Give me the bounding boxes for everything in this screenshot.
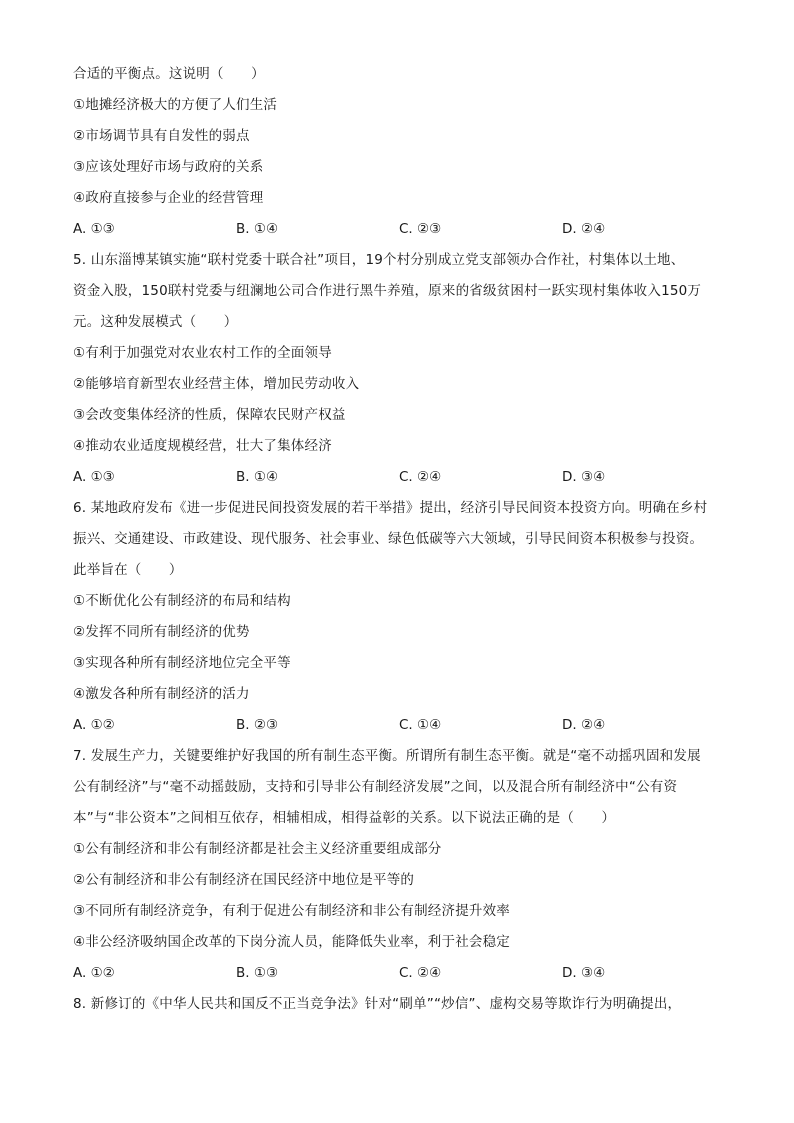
q6-option-d: D. ②④ <box>562 717 606 733</box>
q5-option-c: C. ②④ <box>399 469 442 485</box>
q4-options <box>73 219 734 250</box>
q4-item-4: ④政府直接参与企业的经营管理 <box>73 190 264 206</box>
q4-stem-tail: 合适的平衡点。这说明（ ） <box>73 66 265 82</box>
q6-stem-line-3: 此举旨在（ ） <box>73 562 183 578</box>
q7-option-d: D. ③④ <box>562 965 606 981</box>
q6-stem-line-2: 振兴、交通建设、市政建设、现代服务、社会事业、绿色低碳等六大领域，引导民间资本积极参与投资。 <box>73 531 704 547</box>
q7-options <box>73 963 734 994</box>
q5-option-b: B. ①④ <box>236 469 279 485</box>
q5-option-d: D. ③④ <box>562 469 606 485</box>
q4-option-b: B. ①④ <box>236 221 279 237</box>
q5-item-1: ①有利于加强党对农业农村工作的全面领导 <box>73 345 332 361</box>
q4-option-a: A. ①③ <box>73 221 115 237</box>
q5-item-3: ③会改变集体经济的性质，保障农民财产权益 <box>73 407 346 423</box>
q4-option-d: D. ②④ <box>562 221 606 237</box>
q5-stem-line-1: 5. 山东淄博某镇实施“联村党委十联合社”项目，19个村分别成立党支部领办合作社，村集体以土地、 <box>73 252 685 268</box>
q4-option-c: C. ②③ <box>399 221 442 237</box>
q7-item-2: ②公有制经济和非公有制经济在国民经济中地位是平等的 <box>73 872 415 888</box>
q5-options <box>73 467 734 498</box>
q7-stem-line-1: 7. 发展生产力，关键要维护好我国的所有制生态平衡。所谓所有制生态平衡。就是“毫不动摇巩固和发展 <box>73 748 701 764</box>
q7-item-1: ①公有制经济和非公有制经济都是社会主义经济重要组成部分 <box>73 841 442 857</box>
q4-item-2: ②市场调节具有自发性的弱点 <box>73 128 250 144</box>
q4-item-1: ①地摊经济极大的方便了人们生活 <box>73 97 278 113</box>
q6-item-4: ④激发各种所有制经济的活力 <box>73 686 250 702</box>
q5-item-4: ④推动农业适度规模经营，壮大了集体经济 <box>73 438 332 454</box>
q4-item-3: ③应该处理好市场与政府的关系 <box>73 159 264 175</box>
q5-stem-line-3: 元。这种发展模式（ ） <box>73 314 238 330</box>
q7-stem-line-2: 公有制经济”与“毫不动摇鼓励，支持和引导非公有制经济发展”之间，以及混合所有制经济中“公有资 <box>73 779 678 795</box>
q6-item-3: ③实现各种所有制经济地位完全平等 <box>73 655 291 671</box>
q6-options <box>73 715 734 746</box>
q6-option-b: B. ②③ <box>236 717 279 733</box>
q7-option-a: A. ①② <box>73 965 115 981</box>
q6-stem-line-1: 6. 某地政府发布《进一步促进民间投资发展的若干举措》提出，经济引导民间资本投资方向。明确在乡村 <box>73 500 708 516</box>
q6-item-1: ①不断优化公有制经济的布局和结构 <box>73 593 291 609</box>
q7-option-b: B. ①③ <box>236 965 279 981</box>
q7-item-3: ③不同所有制经济竞争，有利于促进公有制经济和非公有制经济提升效率 <box>73 903 511 919</box>
q5-stem-line-2: 资金入股，150联村党委与纽澜地公司合作进行黑牛养殖，原来的省级贫困村一跃实现村集体收入150万 <box>73 283 702 299</box>
q7-item-4: ④非公经济吸纳国企改革的下岗分流人员，能降低失业率，利于社会稳定 <box>73 934 511 950</box>
q5-item-2: ②能够培育新型农业经营主体，增加民劳动收入 <box>73 376 360 392</box>
q5-option-a: A. ①③ <box>73 469 115 485</box>
q7-stem-line-3: 本”与“非公资本”之间相互依存，相辅相成，相得益彰的关系。以下说法正确的是（ ） <box>73 810 616 826</box>
q6-option-a: A. ①② <box>73 717 115 733</box>
q8-stem-line-1: 8. 新修订的《中华人民共和国反不正当竞争法》针对“刷单”“炒信”、虚构交易等欺诈行为明确提出， <box>73 996 682 1012</box>
q7-option-c: C. ②④ <box>399 965 442 981</box>
q6-option-c: C. ①④ <box>399 717 442 733</box>
q6-item-2: ②发挥不同所有制经济的优势 <box>73 624 250 640</box>
